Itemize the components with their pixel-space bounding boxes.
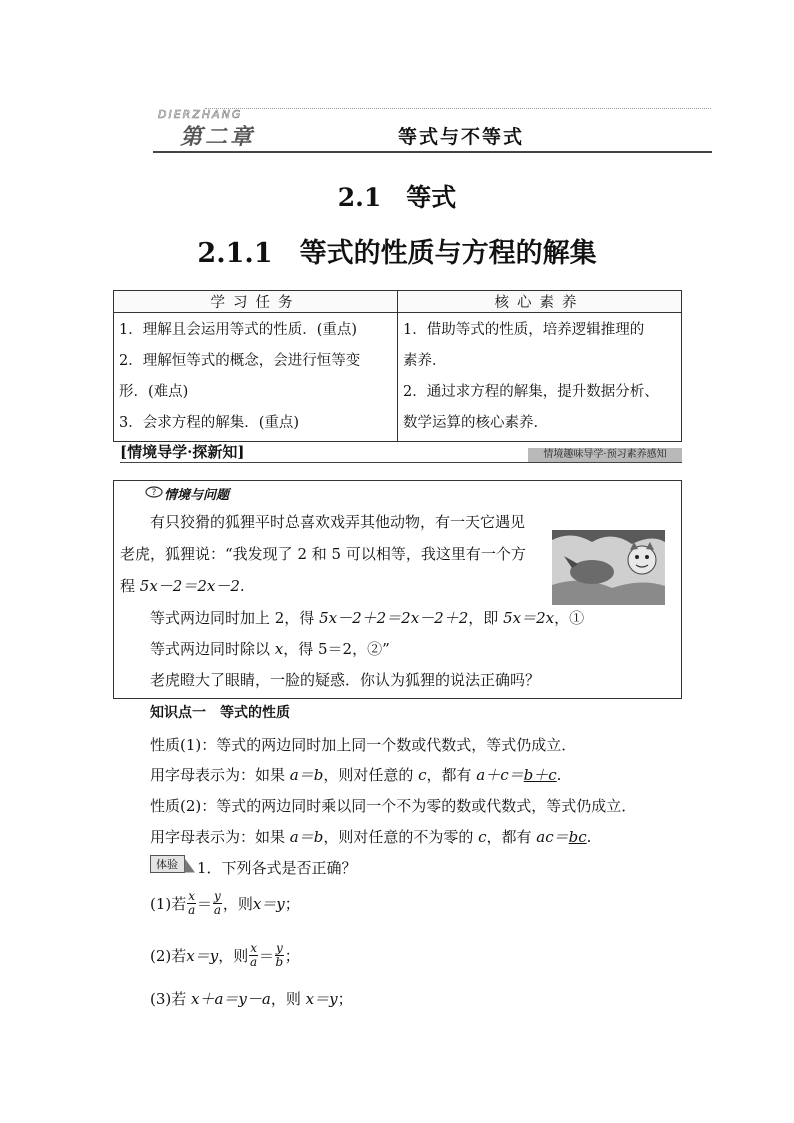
- text: .: [586, 828, 592, 846]
- task-line: 形．(难点): [119, 384, 189, 400]
- numerator: x: [250, 941, 257, 955]
- equation: 5x＝2x: [503, 609, 555, 627]
- chapter-badge: 第二章: [180, 125, 256, 150]
- exercise-badge-label: 体验: [156, 858, 178, 871]
- equation: a＝b: [289, 766, 324, 784]
- fill-answer: bc: [568, 828, 587, 846]
- table-header-competencies: 核心素养: [398, 291, 682, 313]
- variable: c: [478, 828, 487, 846]
- story-line: [150, 638, 390, 659]
- svg-text:?: ?: [151, 488, 157, 498]
- variable: x: [274, 640, 284, 658]
- story-line: [150, 607, 584, 628]
- section-bar-title: [情境导学·探新知]: [120, 443, 245, 461]
- text: (3)若: [150, 990, 192, 1008]
- variable: c: [418, 766, 427, 784]
- text: 等式两边同时除以: [150, 640, 275, 658]
- story-line: 有只狡猾的狐狸平时总喜欢戏弄其他动物，有一天它遇见: [150, 513, 526, 531]
- exercise-question: 1．下列各式是否正确？: [197, 859, 357, 877]
- text: 用字母表示为：如果: [150, 766, 290, 784]
- text: ，即: [468, 609, 504, 627]
- exercise-badge: [150, 855, 196, 873]
- fill-answer: b＋c: [523, 766, 557, 784]
- text: ；: [284, 947, 300, 965]
- learning-goals-table: [113, 290, 682, 442]
- text: ，则: [218, 947, 249, 965]
- text: ，得 5＝2，②”: [283, 640, 390, 658]
- property-2-expression: [150, 826, 591, 847]
- text: ，①: [554, 609, 585, 627]
- text: 程: [120, 577, 140, 595]
- competency-line: 2．通过求方程的解集，提升数据分析、: [403, 384, 659, 400]
- property-1: 性质(1)：等式的两边同时加上同一个数或代数式，等式仍成立．: [150, 736, 577, 754]
- property-1-expression: [150, 764, 561, 785]
- fox-tiger-illustration: [552, 530, 665, 605]
- text: ，则对任意的不为零的: [323, 828, 479, 846]
- story-line: [120, 575, 245, 596]
- equation: x＝y: [305, 990, 338, 1008]
- text: (1)若: [150, 895, 187, 913]
- task-line: 3．会求方程的解集．(重点): [119, 415, 300, 431]
- denominator: a: [213, 903, 222, 917]
- competency-line: 素养．: [403, 353, 447, 369]
- text: (2)若: [150, 947, 187, 965]
- property-2: 性质(2)：等式的两边同时乘以同一个不为零的数或代数式，等式仍成立．: [150, 797, 637, 815]
- exercise-item-3: [150, 988, 353, 1009]
- equation: ac＝: [536, 828, 569, 846]
- exercise-item-2: [150, 942, 300, 969]
- numerator: y: [276, 941, 283, 955]
- section-bar-tag: 情境趣味导学·预习素养感知: [528, 448, 682, 462]
- text: 用字母表示为：如果: [150, 828, 290, 846]
- text: ；: [284, 895, 300, 913]
- denominator: a: [188, 903, 196, 917]
- situation-icon: [145, 484, 163, 498]
- fraction: [249, 942, 258, 969]
- story-line: 老虎，狐狸说：“我发现了 2 和 5 可以相等，我这里有一个方: [120, 545, 526, 563]
- text: ＝: [197, 895, 213, 913]
- header-rule: [153, 151, 712, 153]
- fraction: [187, 890, 196, 917]
- chapter-title: 等式与不等式: [398, 126, 525, 148]
- text: ，则对任意的: [323, 766, 419, 784]
- competency-line: 1．借助等式的性质，培养逻辑推理的: [403, 322, 645, 338]
- equation: x＋a＝y－a: [191, 990, 271, 1008]
- equation: 5x－2＝2x－2: [139, 577, 240, 595]
- equation: x＝y: [186, 947, 219, 965]
- text: ，则: [222, 895, 253, 913]
- table-header-tasks: 学习任务: [114, 291, 398, 313]
- denominator: b: [275, 955, 284, 969]
- header-dotted-rule: [205, 108, 711, 109]
- competency-line: 数学运算的核心素养．: [403, 415, 548, 431]
- numerator: y: [214, 889, 221, 903]
- equation: a＋c＝: [476, 766, 524, 784]
- competencies-cell: [398, 313, 682, 442]
- story-line: 老虎瞪大了眼睛，一脸的疑惑．你认为狐狸的说法正确吗？: [150, 671, 541, 689]
- tasks-cell: [114, 313, 398, 442]
- knowledge-heading: 知识点一 等式的性质: [150, 705, 290, 721]
- text: ；: [337, 990, 353, 1008]
- chapter-pinyin: DIERZHANG: [158, 108, 243, 121]
- story-label: 情境与问题: [164, 488, 230, 503]
- fraction: [213, 890, 222, 917]
- text: ，都有: [486, 828, 537, 846]
- fraction: [275, 942, 284, 969]
- text: 等式两边同时加上 2，得: [150, 609, 320, 627]
- equation: a＝b: [289, 828, 324, 846]
- equation: 5x－2＋2＝2x－2＋2: [319, 609, 469, 627]
- task-line: 1．理解且会运用等式的性质．(重点): [119, 322, 358, 338]
- section-bar-rule: [120, 462, 682, 463]
- text: ，都有: [426, 766, 477, 784]
- text: ＝: [258, 947, 274, 965]
- equation: x＝y: [252, 895, 285, 913]
- text: ，则: [270, 990, 306, 1008]
- subsection-title: 2.1.1 等式的性质与方程的解集: [197, 238, 597, 269]
- text: .: [239, 577, 245, 595]
- text: .: [556, 766, 562, 784]
- section-title: 2.1 等式: [337, 183, 457, 212]
- numerator: x: [188, 889, 196, 903]
- denominator: a: [250, 955, 258, 969]
- exercise-item-1: [150, 890, 300, 917]
- task-line: 2．理解恒等式的概念，会进行恒等变: [119, 353, 361, 369]
